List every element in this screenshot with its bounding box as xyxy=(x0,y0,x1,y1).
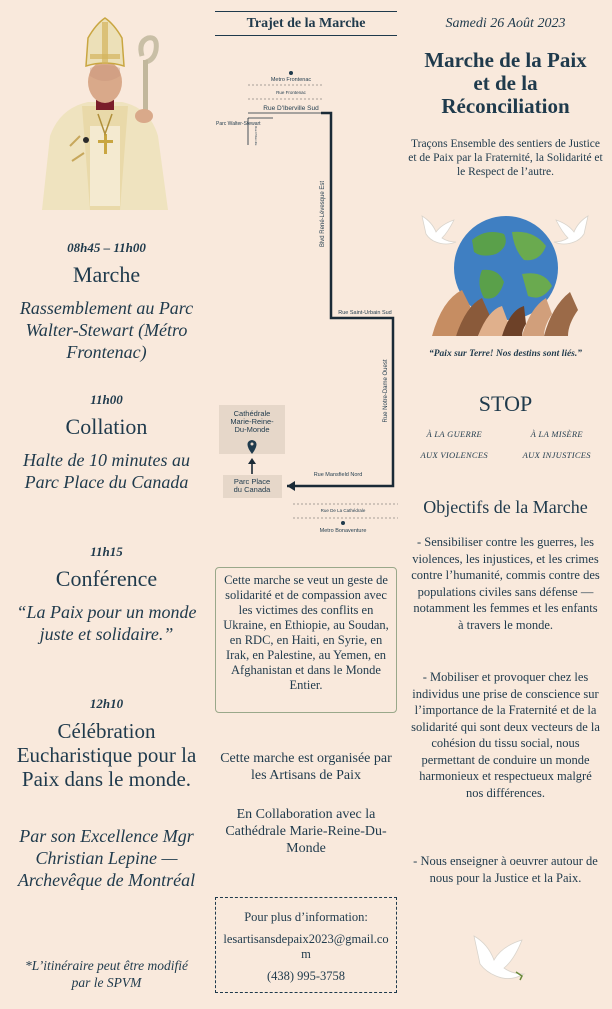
stop-item: AUX VIOLENCES xyxy=(420,450,488,460)
event-date: Samedi 26 Août 2023 xyxy=(445,16,566,31)
rue-small-label: Rue D'Iberville xyxy=(254,126,258,146)
metro-bonaventure-label: Metro Bonaventure xyxy=(319,528,367,534)
parc-walter-label: Parc Walter-Stewart xyxy=(216,121,261,127)
rue-frontenac-label: Rue Frontenac xyxy=(276,90,306,95)
schedule-desc-3: “La Paix pour un monde juste et solidaire.” xyxy=(16,602,197,644)
schedule-title-4: Célébration Eucharistique pour la Paix dans le monde. xyxy=(16,719,197,791)
cathedrale-label: Cathédrale Marie-Reine-Du-Monde xyxy=(230,409,274,434)
schedule-title-2: Collation xyxy=(65,414,148,439)
route-title: Trajet de la Marche xyxy=(215,11,397,36)
schedule-time-4: 12h10 xyxy=(89,696,124,711)
itinerary-footnote: *L’itinéraire peut être modifié par le SPVM xyxy=(24,958,189,990)
schedule-desc-1: Rassemblement au Parc Walter-Stewart (Métro Frontenac) xyxy=(19,298,194,362)
metro-frontenac-label: Metro Frontenac xyxy=(270,77,312,83)
contact-phone: (438) 995-3758 xyxy=(266,969,346,983)
route-map xyxy=(213,66,403,546)
arrow-up-icon xyxy=(248,458,256,464)
rue-cathedrale-label: Rue De La Cathédrale xyxy=(320,508,366,513)
objective-item: - Mobiliser et provoquer chez les individus une prise de conscience sur l’importance de la Fraternité et de la solidarité qui sont deux vecteurs de la cohésion du tissu social, nous permettant de conduire un monde harmonieux et respectueux malgré nos différences. xyxy=(411,670,600,800)
rue-st-urbain-label: Rue Saint-Urbain Sud xyxy=(338,310,392,316)
schedule-time-2: 11h00 xyxy=(90,392,123,407)
metro-bonaventure-icon xyxy=(341,521,345,525)
peace-quote: “Paix sur Terre! Nos destins sont liés.” xyxy=(429,349,582,359)
contact-label: Pour plus d’information: xyxy=(244,910,368,924)
page-title: Marche de la Paix et de la Réconciliation xyxy=(424,48,587,118)
stop-item: À LA MISÈRE xyxy=(530,429,583,439)
organizer-text: Cette marche est organisée par les Artisans de Paix xyxy=(220,751,392,783)
objective-item: - Sensibiliser contre les guerres, les violences, les injustices, et les crimes contre l’humanité, commis contre des populations civiles sans défense — notamment les femmes et les enfants à travers le monde. xyxy=(411,535,600,632)
objectives-title: Objectifs de la Marche xyxy=(423,497,588,517)
rue-diberville-label: Rue D'Iberville Sud xyxy=(263,105,319,112)
contact-email[interactable]: lesartisansdepaix2023@gmail.com xyxy=(223,932,389,961)
schedule-title-3: Conférence xyxy=(55,566,158,591)
dove-icon xyxy=(468,930,530,990)
contact-box xyxy=(215,897,397,993)
schedule-time-3: 11h15 xyxy=(90,544,123,559)
archbishop-portrait xyxy=(30,16,180,210)
schedule-desc-4: Par son Excellence Mgr Christian Lepine — Archevêque de Montréal xyxy=(17,826,196,890)
schedule-time-1: 08h45 – 11h00 xyxy=(67,240,146,255)
stop-item: À LA GUERRE xyxy=(426,429,483,439)
tagline: Traçons Ensemble des sentiers de Justice et de Paix par la Fraternité, la Solidarité et le Respect de l’autre. xyxy=(408,138,603,178)
rue-mansfield-label: Rue Mansfield Nord xyxy=(313,472,363,478)
schedule-title-1: Marche xyxy=(72,262,141,287)
stop-heading: STOP xyxy=(478,391,533,416)
globe-hands-image xyxy=(412,210,600,336)
rue-notre-dame-label: Rue Notre-Dame Ouest xyxy=(383,359,389,423)
schedule-desc-2: Halte de 10 minutes au Parc Place du Canada xyxy=(23,450,190,492)
route-arrow-icon xyxy=(287,481,295,491)
parc-place-label: Parc Place du Canada xyxy=(233,477,271,494)
stop-list xyxy=(403,429,608,460)
stop-item: AUX INJUSTICES xyxy=(522,450,591,460)
collaboration-text: En Collaboration avec la Cathédrale Marie-Reine-Du-Monde xyxy=(225,807,387,856)
blvd-rene-label: Blvd René-Lévesque Est xyxy=(320,180,326,248)
objective-item: - Nous enseigner à oeuvrer autour de nous pour la Justice et la Paix. xyxy=(413,854,598,885)
metro-frontenac-icon xyxy=(289,71,293,75)
solidarity-message: Cette marche se veut un geste de solidarité et de compassion avec les victimes des conflits en Ukraine, en Ethiopie, au Soudan, en RDC, en Haiti, en Syrie, en Irak, en Palestine, au Yemen, en Afghanistan et dans le Monde Entier. xyxy=(215,567,397,713)
